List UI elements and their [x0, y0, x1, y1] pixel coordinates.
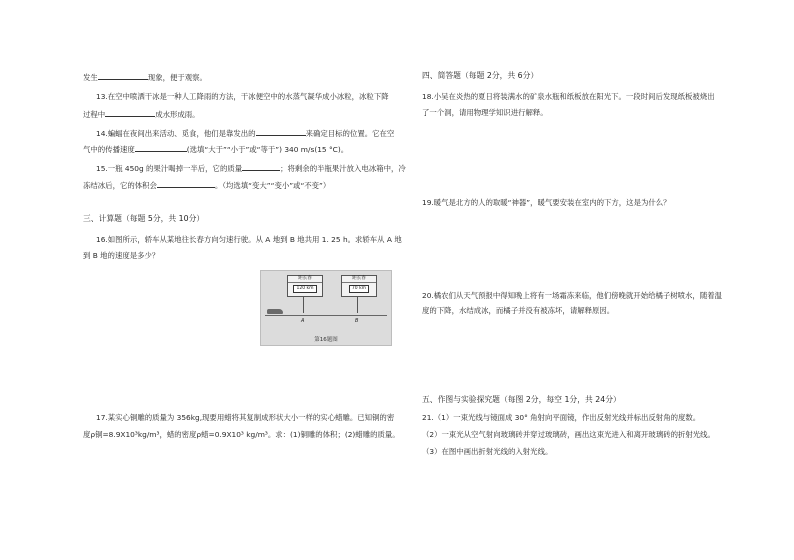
- q16-figure: [260, 270, 392, 346]
- q12-tail: 发生 现象，便于观察。: [83, 73, 207, 82]
- q19: 19.暖气是北方的人的取暖“神器”，暖气要安装在室内的下方，这是为什么？: [422, 198, 671, 207]
- road-line: [265, 315, 387, 316]
- q16-line2: 到 B 地的速度是多少？: [83, 251, 160, 260]
- q14-line1: 14.蝙蝠在夜间出来活动、觅食，他们是靠发出的 来确定目标的位置。它在空: [96, 129, 395, 138]
- q14-line2: 气中的传播速度 (选填“大于”“小于”或“等于”) 340 m/s(15 °C)。: [83, 145, 349, 154]
- q17-line2: 度ρ铜=8.9X10³kg/m³，蜡的密度ρ蜡=0.9X10³ kg/m³。求：(1)铜雕的体积；(2)蜡雕的质量。: [83, 430, 400, 439]
- sign-b: 距长春 70 km: [341, 275, 377, 297]
- q17-line1: 17.某实心铜雕的质量为 356kg,现要用蜡将其复制成形状大小一样的实心蜡雕。已知铜的密: [96, 413, 395, 422]
- q21-line2: （2）一束光从空气射向玻璃砖并穿过玻璃砖，画出这束光进入和离开玻璃砖的折射光线。: [422, 430, 715, 439]
- q16-line1: 16.如图所示，轿车从某地往长春方向匀速行驶。从 A 地到 B 地共用 1. 25 h。求轿车从 A 地: [96, 235, 402, 244]
- answer-blank: [157, 179, 215, 188]
- q18-line2: 了一个洞，请用物理学知识进行解释。: [422, 108, 548, 117]
- label-a: A: [301, 318, 305, 324]
- figure-caption: 第16题图: [314, 337, 338, 343]
- q15-line1: 15.一瓶 450g 的果汁喝掉一半后，它的质量 ；将剩余的半瓶果汁放入电冰箱中，冷: [96, 164, 406, 173]
- section3-title: 三、计算题（每题 5分，共 10分）: [83, 214, 205, 223]
- answer-blank: [98, 71, 148, 80]
- answer-blank: [242, 162, 280, 171]
- q15-line2: 冻结冰后，它的体积会 。（均选填“变大”“变小”或“不变”）: [83, 181, 331, 190]
- q21-line1: 21.（1）一束光线与镜面成 30° 角射向平面镜，作出反射光线并标出反射角的度数。: [422, 413, 701, 422]
- sign-b-pole: [357, 297, 358, 313]
- car-icon: [267, 309, 283, 314]
- section4-title: 四、简答题（每题 2分，共 6分）: [422, 71, 539, 80]
- sign-a-pole: [303, 297, 304, 313]
- label-b: B: [355, 318, 359, 324]
- answer-blank: [105, 108, 155, 117]
- q20-line2: 度的下降，水结成冰，而橘子并没有被冻坏，请解释原因。: [422, 306, 615, 315]
- q18-line1: 18.小吴在炎热的夏日将装满水的矿泉水瓶和纸板放在阳光下。一段时间后发现纸板被烧出: [422, 92, 715, 101]
- q20-line1: 20.橘农们从天气预报中得知晚上将有一场霜冻来临，他们傍晚就开始给橘子树喷水，随着温: [422, 291, 722, 300]
- q13-line2: 过程中 成水形成雨。: [83, 110, 200, 119]
- answer-blank: [256, 127, 306, 136]
- answer-blank: [135, 143, 187, 152]
- q13-line1: 13.在空中喷洒干冰是一种人工降雨的方法，干冰便空中的水蒸气凝华成小冰粒，冰粒下降: [96, 92, 389, 101]
- q21-line3: （3）在图中画出折射光线的入射光线。: [422, 447, 553, 456]
- sign-a: 距长春 120 km: [287, 275, 323, 297]
- section5-title: 五、作图与实验探究题（每图 2分，每空 1分，共 24分）: [422, 395, 621, 404]
